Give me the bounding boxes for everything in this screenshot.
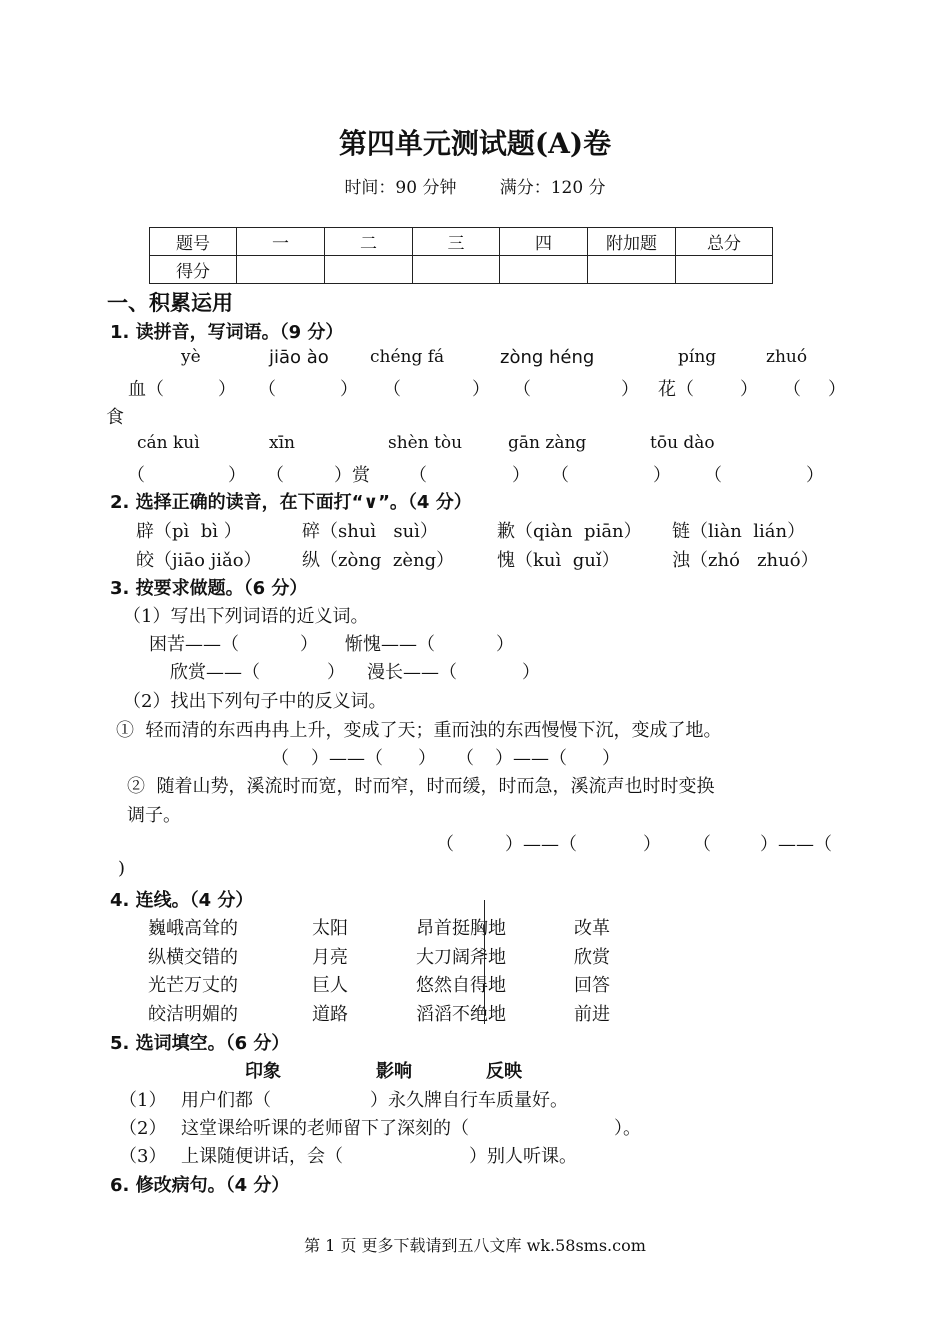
fill-sentence: 用户们都（ [181,1090,271,1111]
reading-option[interactable]: 纵（zòng zèng） [302,550,455,571]
answer-blank: ） [218,379,236,400]
table-header-cell: 附加题 [588,228,676,256]
fill-number: （3） [119,1146,167,1167]
answer-blank: （ [258,379,276,400]
synonym-item: 困苦——（ [149,634,239,655]
antonym-blank: ）——（ [495,748,567,769]
score-cell[interactable] [588,256,676,284]
answer-blank: （ [127,465,145,486]
divider-line [484,900,485,1024]
question-3-title: 3. 按要求做题。（6 分） [110,578,308,599]
sentence: ① 轻而清的东西冉冉上升，变成了天；重而浊的东西慢慢下沉，变成了地。 [116,720,722,741]
answer-blank: （ [266,465,284,486]
fill-number: （2） [119,1118,167,1139]
score-cell[interactable] [237,256,325,284]
answer-blank: （ [704,465,722,486]
score-cell[interactable] [500,256,588,284]
match-item[interactable]: 巨人 [312,975,348,996]
match-item[interactable]: 昂首挺胸地 [416,918,506,939]
table-header-cell: 四 [500,228,588,256]
page-footer: 第 1 页 更多下载请到五八文库 wk.58sms.com [304,1236,646,1255]
match-item[interactable]: 月亮 [312,947,348,968]
match-item[interactable]: 改革 [574,918,610,939]
reading-option[interactable]: 链（liàn lián） [672,521,806,542]
word-option: 印象 [245,1061,281,1082]
fill-sentence: ）永久牌自行车质量好。 [370,1090,568,1111]
antonym-blank: ） [602,748,620,769]
antonym-blank: ）——（ [760,834,832,855]
answer-blank: ） [512,465,530,486]
pinyin: tōu dào [650,433,715,453]
answer-blank: 血（ [128,379,164,400]
table-header-cell: 题号 [150,228,237,256]
match-item[interactable]: 皎洁明媚的 [148,1004,238,1025]
pinyin: jiāo ào [269,347,329,368]
table-header-cell: 一 [237,228,325,256]
table-row-label: 得分 [150,256,237,284]
fill-sentence: ）。 [614,1118,641,1139]
sentence: ② 随着山势，溪流时而宽，时而窄，时而缓，时而急，溪流声也时时变换 [127,776,715,797]
answer-blank: （ [783,379,801,400]
antonym-blank: ） [643,834,661,855]
antonym-blank: （ [456,748,474,769]
score-table [149,227,773,284]
answer-blank: ） [472,379,490,400]
score-table-score-row [150,256,773,284]
pinyin: zhuó [766,347,808,367]
reading-option[interactable]: 碎（shuì suì） [302,521,438,542]
pinyin: cán kuì [137,433,200,453]
answer-blank: ） [653,465,671,486]
match-item[interactable]: 大刀阔斧地 [416,947,506,968]
synonym-item: ） [522,662,540,683]
match-item[interactable]: 道路 [312,1004,348,1025]
match-item[interactable]: 前进 [574,1004,610,1025]
answer-blank: （ [409,465,427,486]
question-6-title: 6. 修改病句。（4 分） [110,1175,290,1196]
pinyin: xīn [269,433,295,453]
antonym-blank: ）——（ [311,748,383,769]
sub-question: （2）找出下列句子中的反义词。 [123,691,387,712]
antonym-blank: ）——（ [505,834,577,855]
synonym-item: ） [327,662,345,683]
answer-blank: 花（ [658,379,694,400]
question-2-title: 2. 选择正确的读音，在下面打“∨”。（4 分） [110,492,472,513]
answer-blank: ） [806,465,824,486]
question-1-title: 1. 读拼音，写词语。（9 分） [110,322,344,343]
antonym-blank: ） [418,748,436,769]
pinyin: gān zàng [508,433,587,453]
antonym-blank: （ [693,834,711,855]
match-item[interactable]: 悠然自得地 [416,975,506,996]
score-cell[interactable] [413,256,500,284]
question-4-title: 4. 连线。（4 分） [110,890,254,911]
synonym-item: 欣赏——（ [170,662,260,683]
synonym-item: 惭愧——（ [345,634,435,655]
score-table-header-row [150,228,773,256]
pinyin: shèn tòu [388,433,463,453]
answer-blank: ） [228,465,246,486]
reading-option[interactable]: 辟（pì bì ） [136,521,242,542]
word-option: 反映 [486,1061,522,1082]
answer-blank: ） [740,379,758,400]
answer-char: 食 [106,407,124,428]
sentence: 调子。 [127,805,181,826]
reading-option[interactable]: 皎（jiāo jiǎo） [136,550,262,571]
antonym-blank: （ [436,834,454,855]
answer-blank: ） [621,379,639,400]
answer-blank: （ [513,379,531,400]
synonym-item: 漫长——（ [367,662,457,683]
exam-subtitle: 时间：90 分钟 满分：120 分 [344,178,606,198]
table-header-cell: 总分 [676,228,773,256]
synonym-item: ） [496,634,514,655]
answer-blank: （ [383,379,401,400]
reading-option[interactable]: 愧（kuì guǐ） [497,550,620,571]
reading-option[interactable]: 歉（qiàn piān） [497,521,642,542]
fill-number: （1） [119,1090,167,1111]
answer-blank: ） [340,379,358,400]
match-item[interactable]: 回答 [574,975,610,996]
pinyin: zòng héng [500,347,595,368]
antonym-blank: （ [271,748,289,769]
reading-option[interactable]: 浊（zhó zhuó） [672,550,819,571]
score-cell[interactable] [325,256,413,284]
pinyin: píng [678,347,717,367]
answer-blank: （ [551,465,569,486]
answer-blank: ）赏 [334,465,370,486]
match-item[interactable]: 光芒万丈的 [148,975,238,996]
synonym-item: ） [300,634,318,655]
table-header-cell: 三 [413,228,500,256]
answer-blank: ） [828,379,846,400]
match-item[interactable]: 滔滔不绝地 [416,1004,506,1025]
antonym-blank: ) [118,858,126,879]
match-item[interactable]: 欣赏 [574,947,610,968]
page-title: 第四单元测试题(A)卷 [338,127,612,160]
fill-sentence: 上课随便讲话，会（ [181,1146,343,1167]
question-5-title: 5. 选词填空。（6 分） [110,1033,290,1054]
match-item[interactable]: 巍峨高耸的 [148,918,238,939]
pinyin: chéng fá [370,347,445,367]
score-cell[interactable] [676,256,773,284]
fill-sentence: ）别人听课。 [469,1146,577,1167]
fill-sentence: 这堂课给听课的老师留下了深刻的（ [181,1118,469,1139]
table-header-cell: 二 [325,228,413,256]
pinyin: yè [181,347,201,367]
match-item[interactable]: 纵横交错的 [148,947,238,968]
section-heading: 一、积累运用 [107,291,233,315]
sub-question: （1）写出下列词语的近义词。 [123,606,369,627]
match-item[interactable]: 太阳 [312,918,348,939]
word-option: 影响 [376,1061,412,1082]
